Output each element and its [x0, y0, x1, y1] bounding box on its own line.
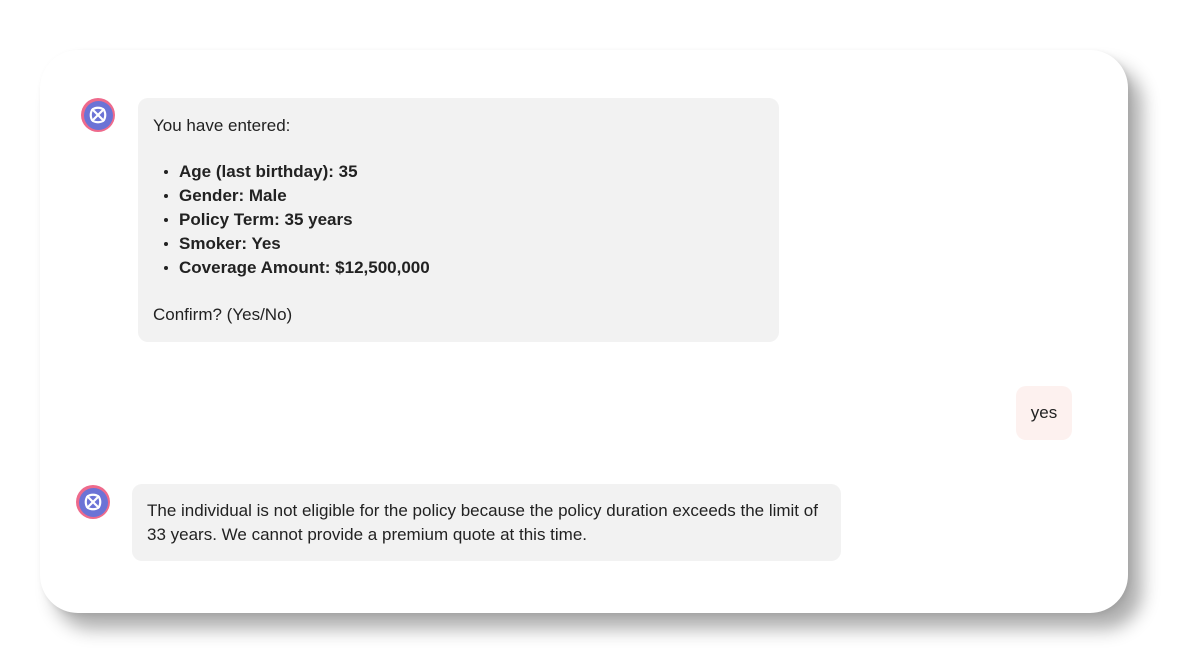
user-message: yes — [1016, 386, 1072, 440]
entered-details-list — [153, 160, 764, 280]
detail-age: Age (last birthday): 35 — [153, 160, 764, 184]
detail-gender: Gender: Male — [153, 184, 764, 208]
detail-smoker: Smoker: Yes — [153, 232, 764, 256]
bot-logo-icon — [83, 492, 103, 512]
bot-avatar — [76, 485, 110, 519]
assistant-message-confirmation — [138, 98, 779, 342]
chat-panel — [40, 50, 1128, 613]
confirm-prompt: Confirm? (Yes/No) — [153, 305, 293, 324]
detail-policy-term: Policy Term: 35 years — [153, 208, 764, 232]
message-intro: You have entered: — [153, 116, 291, 135]
bot-avatar — [81, 98, 115, 132]
bot-logo-icon — [88, 105, 108, 125]
detail-coverage-amount: Coverage Amount: $12,500,000 — [153, 256, 764, 280]
assistant-message-ineligible: The individual is not eligible for the policy because the policy duration exceeds the limit of 33 years. We cannot provide a premium quote at this time. — [132, 484, 841, 561]
